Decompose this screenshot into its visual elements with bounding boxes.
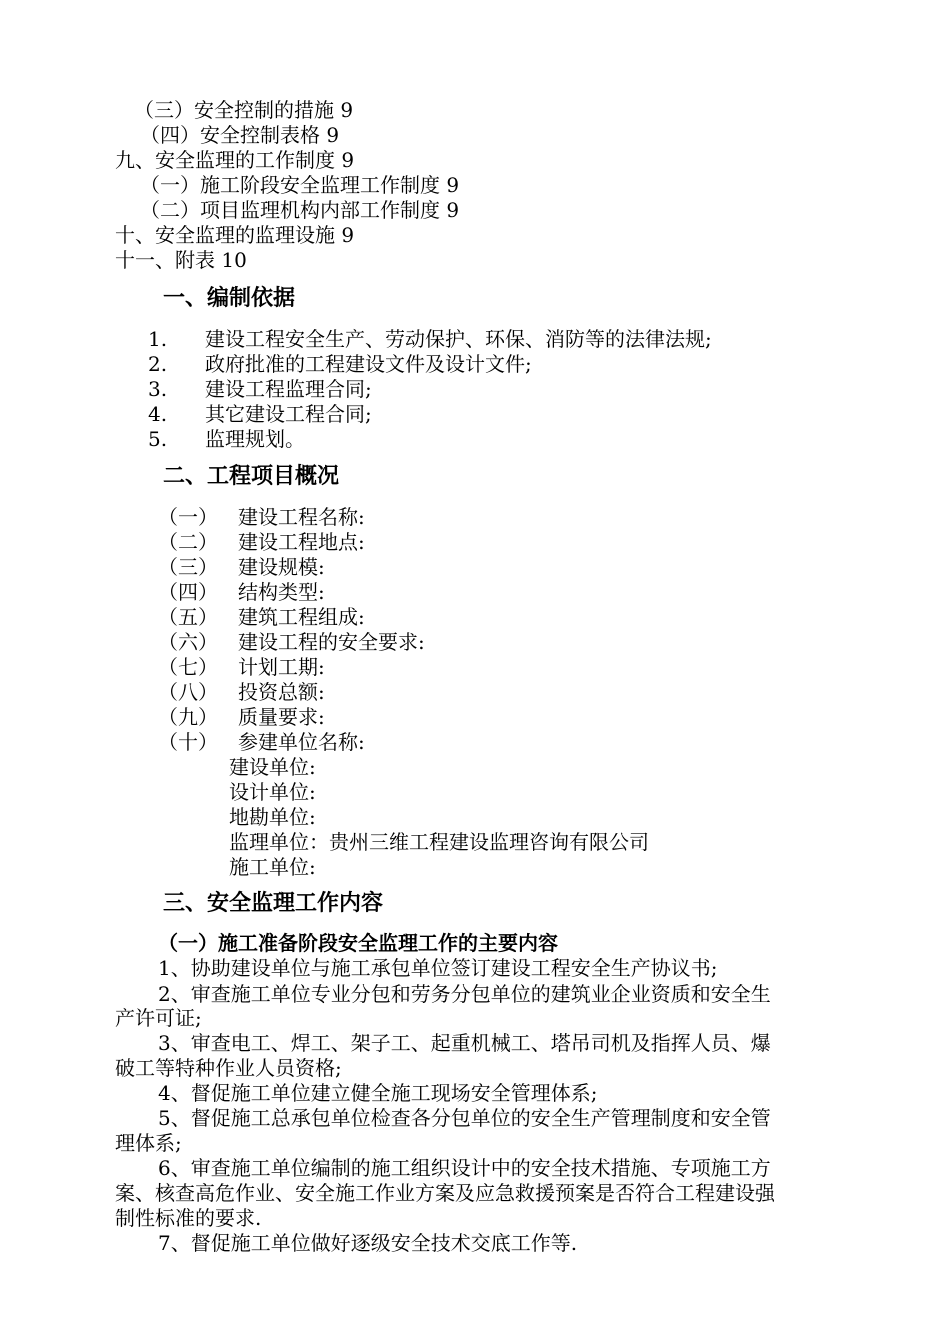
list-item: 建设工程地点:: [238, 530, 365, 554]
paragraph-line: 1、协助建设单位与施工承包单位签订建设工程安全生产协议书;: [158, 956, 718, 980]
paragraph-line: 2、审查施工单位专业分包和劳务分包单位的建筑业企业资质和安全生: [158, 982, 771, 1006]
list-item: 其它建设工程合同;: [205, 402, 372, 426]
list-item-number: （十）: [158, 730, 218, 754]
list-item-number: （三）: [158, 555, 218, 579]
section-heading-1: 一、编制依据: [163, 286, 296, 311]
list-item: 计划工期:: [238, 655, 325, 679]
list-item: 建设工程名称:: [238, 505, 365, 529]
list-item-number: （六）: [158, 630, 218, 654]
unit-line: 施工单位:: [229, 855, 316, 879]
list-item-number: （九）: [158, 705, 218, 729]
list-item-number: 3.: [148, 377, 168, 401]
list-item: 建设工程监理合同;: [205, 377, 372, 401]
list-item-number: （四）: [158, 580, 218, 604]
toc-entry-8-4: （四）安全控制表格 9: [140, 123, 340, 147]
list-item: 建筑工程组成:: [238, 605, 365, 629]
section-heading-2: 二、工程项目概况: [163, 464, 340, 489]
toc-entry-11: 十一、附表 10: [115, 248, 247, 272]
list-item: 建设规模:: [238, 555, 325, 579]
paragraph-line: 4、督促施工单位建立健全施工现场安全管理体系;: [158, 1081, 598, 1105]
list-item-number: （二）: [158, 530, 218, 554]
list-item: 建设工程安全生产、劳动保护、环保、消防等的法律法规;: [205, 327, 712, 351]
unit-line: 地勘单位:: [229, 805, 316, 829]
list-item-number: 4.: [148, 402, 168, 426]
paragraph-line: 6、审查施工单位编制的施工组织设计中的安全技术措施、专项施工方: [158, 1156, 771, 1180]
unit-line: 设计单位:: [229, 780, 316, 804]
list-item-number: （一）: [158, 505, 218, 529]
paragraph-line: 产许可证;: [115, 1006, 202, 1030]
toc-entry-10: 十、安全监理的监理设施 9: [115, 223, 355, 247]
list-item-number: 1.: [148, 327, 168, 351]
toc-entry-8-3: （三）安全控制的措施 9: [134, 98, 354, 122]
paragraph-line: 7、督促施工单位做好逐级安全技术交底工作等.: [158, 1231, 578, 1255]
list-item: 结构类型:: [238, 580, 325, 604]
paragraph-line: 理体系;: [115, 1131, 182, 1155]
list-item: 建设工程的安全要求:: [238, 630, 425, 654]
unit-line: 监理单位：贵州三维工程建设监理咨询有限公司: [229, 830, 649, 854]
paragraph-line: 3、审查电工、焊工、架子工、起重机械工、塔吊司机及指挥人员、爆: [158, 1031, 771, 1055]
list-item-number: （八）: [158, 680, 218, 704]
list-item-number: 5.: [148, 427, 168, 451]
subsection-heading: （一）施工准备阶段安全监理工作的主要内容: [158, 931, 558, 955]
list-item: 参建单位名称:: [238, 730, 365, 754]
toc-entry-9: 九、安全监理的工作制度 9: [115, 148, 355, 172]
list-item: 政府批准的工程建设文件及设计文件;: [205, 352, 532, 376]
list-item-number: 2.: [148, 352, 168, 376]
paragraph-line: 5、督促施工总承包单位检查各分包单位的安全生产管理制度和安全管: [158, 1106, 771, 1130]
list-item-number: （七）: [158, 655, 218, 679]
list-item: 监理规划。: [205, 427, 305, 451]
list-item-number: （五）: [158, 605, 218, 629]
list-item: 投资总额:: [238, 680, 325, 704]
toc-entry-9-1: （一）施工阶段安全监理工作制度 9: [140, 173, 460, 197]
unit-line: 建设单位:: [229, 755, 316, 779]
list-item: 质量要求:: [238, 705, 325, 729]
paragraph-line: 破工等特种作业人员资格;: [115, 1056, 342, 1080]
section-heading-3: 三、安全监理工作内容: [163, 891, 384, 916]
paragraph-line: 制性标准的要求.: [115, 1206, 262, 1230]
paragraph-line: 案、核查高危作业、安全施工作业方案及应急救援预案是否符合工程建设强: [115, 1181, 775, 1205]
toc-entry-9-2: （二）项目监理机构内部工作制度 9: [140, 198, 460, 222]
